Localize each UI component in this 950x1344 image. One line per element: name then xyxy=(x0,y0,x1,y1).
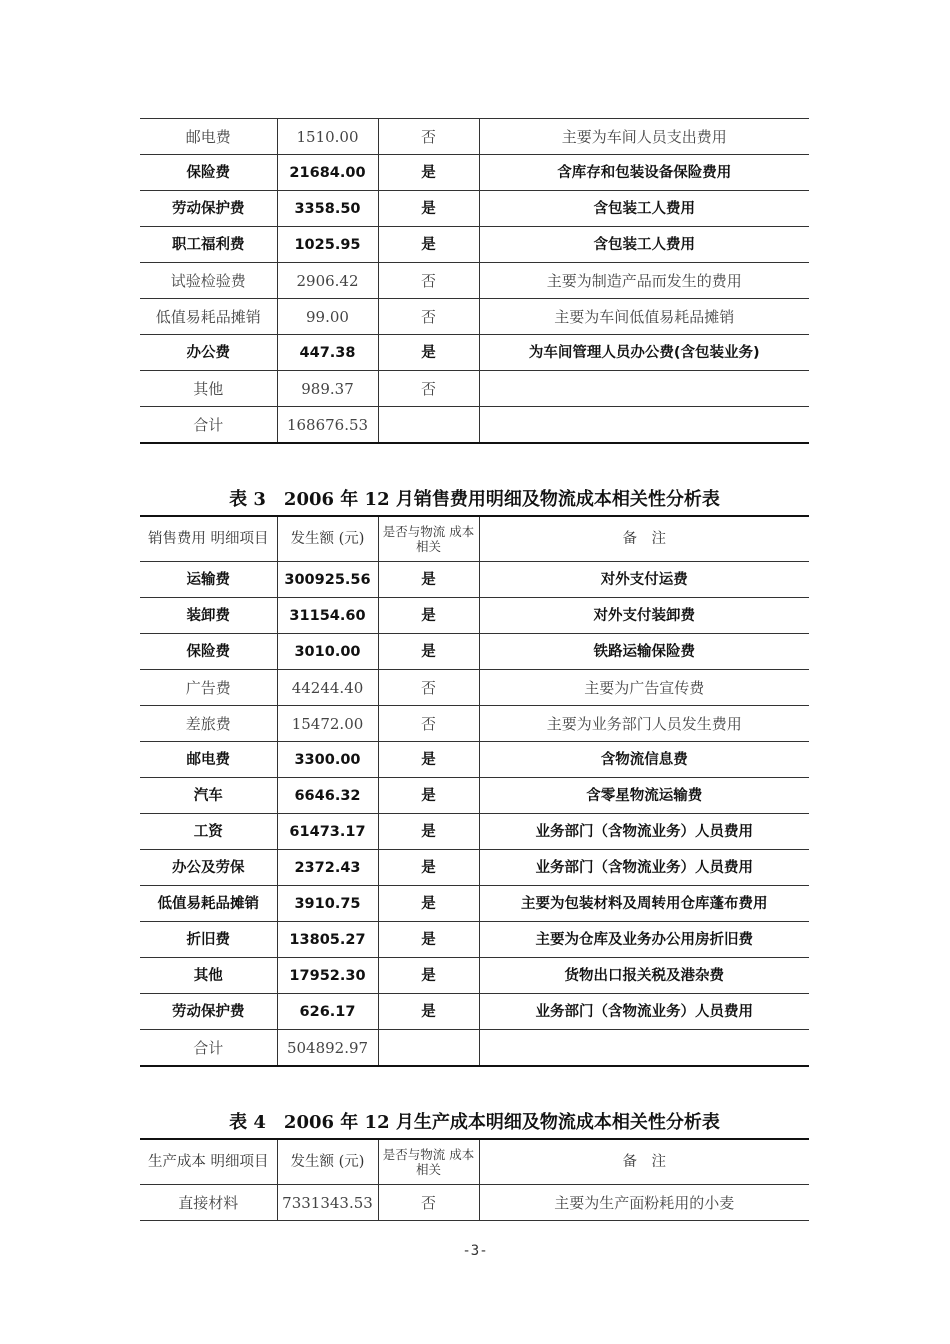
cell-item: 其他 xyxy=(140,958,277,994)
cell-amount: 3010.00 xyxy=(277,634,378,670)
table-row xyxy=(140,335,809,371)
cell-note xyxy=(479,1030,809,1067)
cell-related xyxy=(378,407,479,444)
cell-item: 工资 xyxy=(140,814,277,850)
cell-note: 主要为车间人员支出费用 xyxy=(479,119,809,155)
cell-related: 否 xyxy=(378,706,479,742)
cell-related: 是 xyxy=(378,994,479,1030)
cell-related: 是 xyxy=(378,634,479,670)
cell-item: 邮电费 xyxy=(140,742,277,778)
cell-item: 合计 xyxy=(140,1030,277,1067)
cell-note: 业务部门（含物流业务）人员费用 xyxy=(479,814,809,850)
cell-related: 是 xyxy=(378,155,479,191)
cell-item: 办公及劳保 xyxy=(140,850,277,886)
table4-caption: 表 4 2006 年 12 月生产成本明细及物流成本相关性分析表 xyxy=(229,1112,720,1133)
cell-note: 业务部门（含物流业务）人员费用 xyxy=(479,994,809,1030)
cell-amount: 3358.50 xyxy=(277,191,378,227)
cell-related: 是 xyxy=(378,958,479,994)
cell-amount: 1025.95 xyxy=(277,227,378,263)
cell-note xyxy=(479,371,809,407)
table-row xyxy=(140,227,809,263)
cell-note: 主要为仓库及业务办公用房折旧费 xyxy=(479,922,809,958)
cell-item: 直接材料 xyxy=(140,1185,277,1221)
cell-amount: 15472.00 xyxy=(277,706,378,742)
production-cost-table xyxy=(140,1138,809,1221)
cell-item: 其他 xyxy=(140,371,277,407)
table-row xyxy=(140,958,809,994)
cell-related: 是 xyxy=(378,227,479,263)
cell-note: 主要为生产面粉耗用的小麦 xyxy=(479,1185,809,1221)
table-row xyxy=(140,562,809,598)
cell-related: 否 xyxy=(378,1185,479,1221)
cell-related: 是 xyxy=(378,191,479,227)
cell-note: 铁路运输保险费 xyxy=(479,634,809,670)
cell-note: 主要为业务部门人员发生费用 xyxy=(479,706,809,742)
table-row xyxy=(140,299,809,335)
cell-amount: 21684.00 xyxy=(277,155,378,191)
cell-amount: 3300.00 xyxy=(277,742,378,778)
cell-item: 劳动保护费 xyxy=(140,191,277,227)
cell-note: 主要为广告宣传费 xyxy=(479,670,809,706)
cell-related: 是 xyxy=(378,814,479,850)
cell-note: 含零星物流运输费 xyxy=(479,778,809,814)
cell-related: 是 xyxy=(378,886,479,922)
cell-amount: 626.17 xyxy=(277,994,378,1030)
cell-item: 职工福利费 xyxy=(140,227,277,263)
cell-note: 主要为车间低值易耗品摊销 xyxy=(479,299,809,335)
cell-note: 货物出口报关税及港杂费 xyxy=(479,958,809,994)
cell-note: 对外支付运费 xyxy=(479,562,809,598)
cell-related: 否 xyxy=(378,299,479,335)
cell-item: 试验检验费 xyxy=(140,263,277,299)
cell-amount: 300925.56 xyxy=(277,562,378,598)
cell-amount: 2906.42 xyxy=(277,263,378,299)
cell-note: 对外支付装卸费 xyxy=(479,598,809,634)
header-amount: 发生额 (元) xyxy=(277,516,378,562)
table-row xyxy=(140,263,809,299)
header-item: 生产成本 明细项目 xyxy=(140,1139,277,1185)
cell-related: 否 xyxy=(378,263,479,299)
table-row xyxy=(140,886,809,922)
table-row xyxy=(140,670,809,706)
table-row xyxy=(140,371,809,407)
table-row xyxy=(140,850,809,886)
cell-item: 装卸费 xyxy=(140,598,277,634)
table-row xyxy=(140,634,809,670)
cell-related: 是 xyxy=(378,335,479,371)
cell-note xyxy=(479,407,809,444)
cell-related: 是 xyxy=(378,850,479,886)
table-row xyxy=(140,922,809,958)
cell-item: 折旧费 xyxy=(140,922,277,958)
cell-related: 是 xyxy=(378,742,479,778)
table-row xyxy=(140,598,809,634)
cell-amount: 989.37 xyxy=(277,371,378,407)
cell-note: 为车间管理人员办公费(含包装业务) xyxy=(479,335,809,371)
cell-item: 差旅费 xyxy=(140,706,277,742)
cell-amount: 31154.60 xyxy=(277,598,378,634)
cell-item: 广告费 xyxy=(140,670,277,706)
cell-item: 劳动保护费 xyxy=(140,994,277,1030)
cell-related: 是 xyxy=(378,598,479,634)
header-item: 销售费用 明细项目 xyxy=(140,516,277,562)
cell-amount: 99.00 xyxy=(277,299,378,335)
sales-expense-table xyxy=(140,515,809,1067)
header-note: 备 注 xyxy=(479,1139,809,1185)
cell-amount: 7331343.53 xyxy=(277,1185,378,1221)
cell-related: 是 xyxy=(378,562,479,598)
table-row xyxy=(140,191,809,227)
table-row xyxy=(140,778,809,814)
header-related: 是否与物流 成本相关 xyxy=(378,1139,479,1185)
cell-amount: 2372.43 xyxy=(277,850,378,886)
cell-item: 汽车 xyxy=(140,778,277,814)
table3-caption: 表 3 2006 年 12 月销售费用明细及物流成本相关性分析表 xyxy=(229,489,720,510)
cell-related: 是 xyxy=(378,778,479,814)
cell-item: 低值易耗品摊销 xyxy=(140,886,277,922)
table-row xyxy=(140,155,809,191)
cell-note: 含包装工人费用 xyxy=(479,227,809,263)
cell-related: 否 xyxy=(378,670,479,706)
cell-amount: 44244.40 xyxy=(277,670,378,706)
cell-item: 办公费 xyxy=(140,335,277,371)
cell-amount: 6646.32 xyxy=(277,778,378,814)
header-amount: 发生额 (元) xyxy=(277,1139,378,1185)
cell-note: 含包装工人费用 xyxy=(479,191,809,227)
cell-amount: 3910.75 xyxy=(277,886,378,922)
cell-item: 保险费 xyxy=(140,634,277,670)
cell-item: 合计 xyxy=(140,407,277,444)
cell-related: 否 xyxy=(378,119,479,155)
cell-note: 含物流信息费 xyxy=(479,742,809,778)
cell-related: 是 xyxy=(378,922,479,958)
cell-note: 主要为制造产品而发生的费用 xyxy=(479,263,809,299)
cell-item: 运输费 xyxy=(140,562,277,598)
table-row xyxy=(140,742,809,778)
table-row xyxy=(140,814,809,850)
cell-amount: 61473.17 xyxy=(277,814,378,850)
table-header-row xyxy=(140,516,809,562)
page-number: -3- xyxy=(462,1243,488,1259)
cell-amount: 168676.53 xyxy=(277,407,378,444)
cell-amount: 17952.30 xyxy=(277,958,378,994)
cell-note: 含库存和包装设备保险费用 xyxy=(479,155,809,191)
table-row xyxy=(140,1185,809,1221)
cell-item: 保险费 xyxy=(140,155,277,191)
cell-related: 否 xyxy=(378,371,479,407)
table-header-row xyxy=(140,1139,809,1185)
cell-amount: 13805.27 xyxy=(277,922,378,958)
cell-item: 邮电费 xyxy=(140,119,277,155)
header-note: 备 注 xyxy=(479,516,809,562)
cell-amount: 447.38 xyxy=(277,335,378,371)
table-row xyxy=(140,994,809,1030)
table-row xyxy=(140,1030,809,1067)
table-row xyxy=(140,706,809,742)
header-related: 是否与物流 成本相关 xyxy=(378,516,479,562)
cell-related xyxy=(378,1030,479,1067)
cell-amount: 1510.00 xyxy=(277,119,378,155)
cell-item: 低值易耗品摊销 xyxy=(140,299,277,335)
table-row xyxy=(140,407,809,444)
cell-note: 业务部门（含物流业务）人员费用 xyxy=(479,850,809,886)
table-row xyxy=(140,119,809,155)
cell-note: 主要为包装材料及周转用仓库蓬布费用 xyxy=(479,886,809,922)
expense-table-continued xyxy=(140,118,809,444)
cell-amount: 504892.97 xyxy=(277,1030,378,1067)
